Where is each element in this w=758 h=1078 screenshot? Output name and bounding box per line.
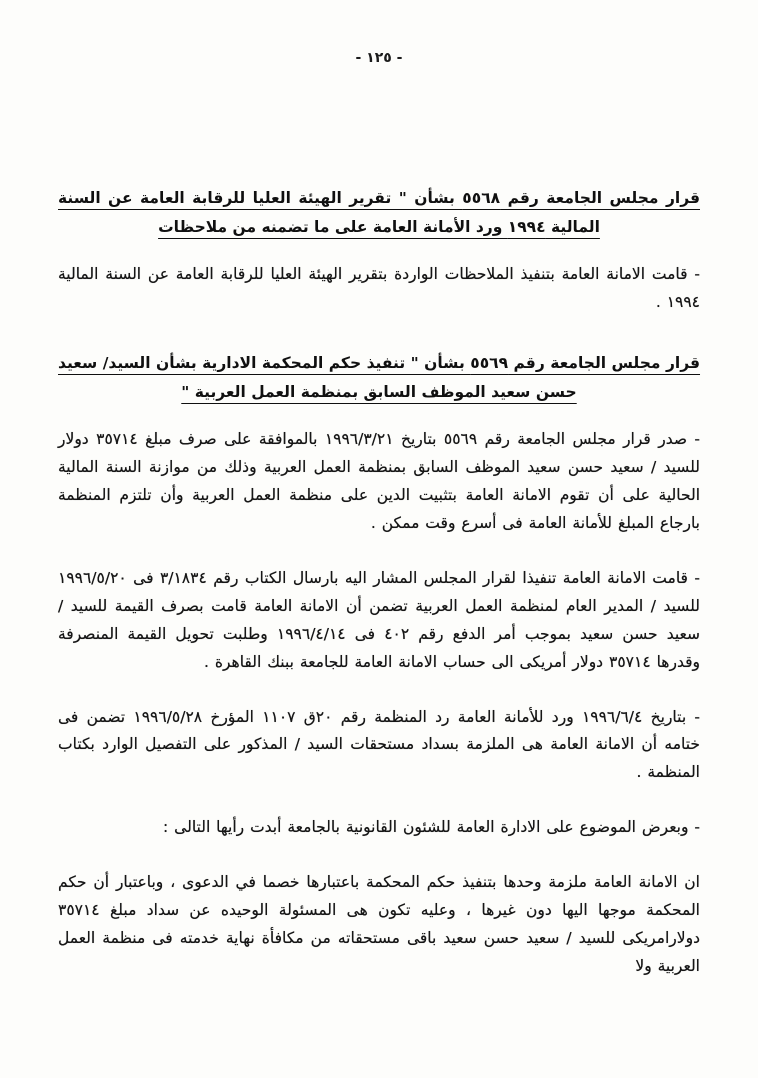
- decision-5569-paragraph-reply: - بتاريخ ١٩٩٦/٦/٤ ورد للأمانة العامة رد المنظمة رقم ٢٠ق ١١٠٧ المؤرخ ١٩٩٦/٥/٢٨ تضمن فى ختامه أن الامانة العامة هى الملزمة بسداد مستحقات السيد / المذكور على التفصيل الوارد بكتاب المنظمة .: [58, 707, 701, 782]
- decision-5568-paragraph: - قامت الامانة العامة بتنفيذ الملاحظات الواردة بتقرير الهيئة العليا للرقابة العامة عن السنة المالية ١٩٩٤ .: [58, 265, 700, 312]
- decision-5568-heading: قرار مجلس الجامعة رقم ٥٥٦٨ بشأن " تقرير الهيئة العليا للرقابة العامة عن السنة المالية ١٩٩٤ ورد الأمانة العامة على ما تضمنه من ملاحظات: [58, 189, 700, 236]
- decision-5569-paragraph-letter: - قامت الامانة العامة تنفيذا لقرار المجلس المشار اليه بارسال الكتاب رقم ٣/١٨٣٤ فى ١٩٩٦/٥/٢٠ للسيد / المدير العام لمنظمة العمل العربية تضمن أن الامانة العامة قامت بصرف القيمة للسيد / سعيد حسن سعيد بموجب أمر الدفع رقم ٤٠٢ فى ١٩٩٦/٤/١٤ وطلبت تحويل القيمة المنصرفة وقدرها ٣٥٧١٤ دولار أمريكى الى حساب الامانة العامة للجامعة ببنك القاهرة .: [58, 569, 700, 671]
- decision-5569-heading: قرار مجلس الجامعة رقم ٥٥٦٩ بشأن " تنفيذ حكم المحكمة الادارية بشأن السيد/ سعيد حسن سعيد الموظف السابق بمنظمة العمل العربية ": [58, 354, 701, 401]
- decision-5569-paragraph-legal-opinion: ان الامانة العامة ملزمة وحدها بتنفيذ حكم المحكمة باعتبارها خصما في الدعوى ، وباعتبار أن حكم المحكمة موجها اليها دون غيرها ، وعليه تكون هى المسئولة الوحيده عن سداد مبلغ ٣٥٧١٤ دولارامريكى للسيد / سعيد حسن سعيد باقى مستحقاته من مكافأة نهاية خدمته فى منظمة العمل العربية ولا: [58, 873, 700, 975]
- page-number: - ١٢٥ -: [355, 50, 403, 66]
- document-content: [58, 184, 700, 981]
- decision-5569-paragraph-legal-referral: - وبعرض الموضوع على الادارة العامة للشئون القانونية بالجامعة أبدت رأيها التالى :: [163, 818, 700, 837]
- decision-5569-paragraph-approval: - صدر قرار مجلس الجامعة رقم ٥٥٦٩ بتاريخ ١٩٩٦/٣/٢١ بالموافقة على صرف مبلغ ٣٥٧١٤ دولار للسيد / سعيد حسن سعيد الموظف السابق بمنظمة العمل العربية وذلك من موازنة السنة المالية الحالية على أن تقوم الامانة العامة بتثبيت الدين على منظمة العمل العربية وأن تلتزم المنظمة بارجاع المبلغ للأمانة العامة فى أسرع وقت ممكن .: [58, 430, 701, 533]
